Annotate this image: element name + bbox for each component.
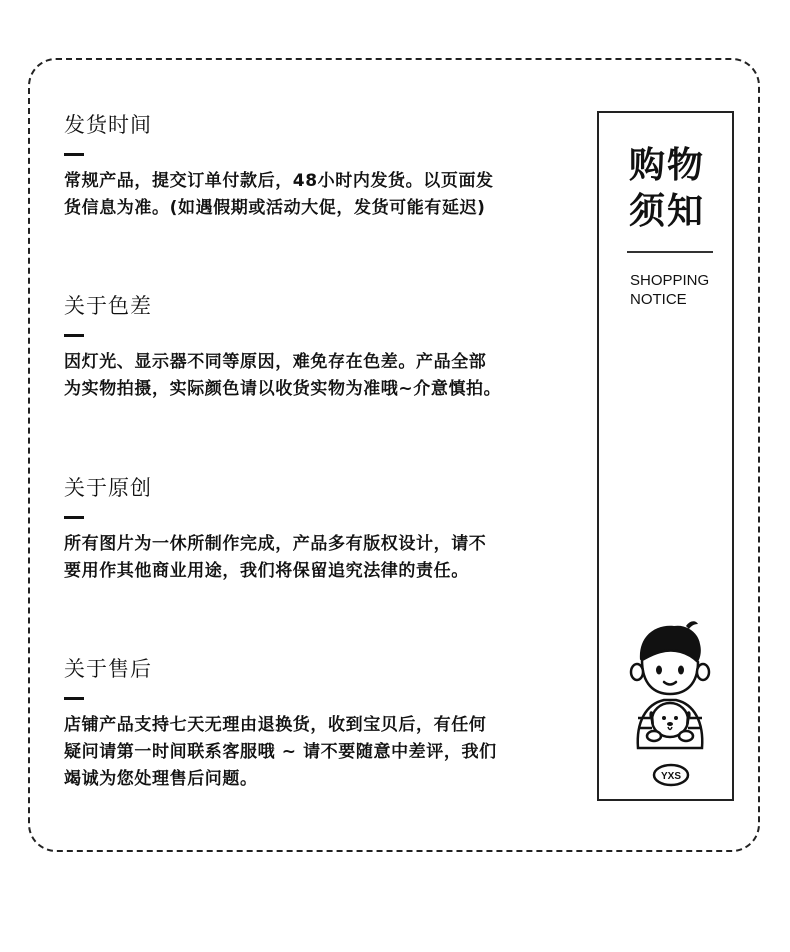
section-body [64,168,564,222]
body-line: 所有图片为一休所制作完成，产品多有版权设计，请不 [64,534,487,554]
boy-with-puppy-illustration [624,618,716,790]
section-shipping-time [64,111,564,222]
body-line: 因灯光、显示器不同等原因，难免存在色差。产品全部 [64,352,487,372]
body-line: 疑问请第一时间联系客服哦 ~ 请不要随意中差评，我们 [64,742,497,762]
panel-title-line: 购物 [629,145,706,186]
body-line: 为实物拍摄，实际颜色请以收货实物为准哦~介意慎拍。 [64,379,502,399]
section-title: 关于色差 [64,294,152,318]
body-line: 要用作其他商业用途，我们将保留追究法律的责任。 [64,561,469,581]
body-line: 货信息为准。(如遇假期或活动大促，发货可能有延迟) [64,198,486,218]
section-title: 发货时间 [64,113,152,137]
section-title: 关于售后 [64,657,152,681]
logo-text: YXS [660,771,682,782]
panel-english-title [630,271,709,309]
panel-english-line: SHOPPING [630,272,710,289]
section-originality [64,474,564,585]
title-dash [64,516,84,519]
shopping-notice-panel [597,111,734,801]
panel-divider [627,251,713,253]
body-line: 常规产品，提交订单付款后，48小时内发货。以页面发 [64,171,494,191]
body-line: 店铺产品支持七天无理由退换货，收到宝贝后，有任何 [64,715,487,735]
panel-title [629,143,705,235]
title-dash [64,334,84,337]
section-body [64,712,564,793]
section-body [64,349,564,403]
title-dash [64,153,84,156]
section-title: 关于原创 [64,476,152,500]
panel-english-line: NOTICE [630,291,687,308]
title-dash [64,697,84,700]
body-line: 竭诚为您处理售后问题。 [64,769,258,789]
section-after-sales [64,655,564,793]
section-color-difference [64,292,564,403]
panel-title-line: 须知 [629,191,706,232]
section-body [64,531,564,585]
